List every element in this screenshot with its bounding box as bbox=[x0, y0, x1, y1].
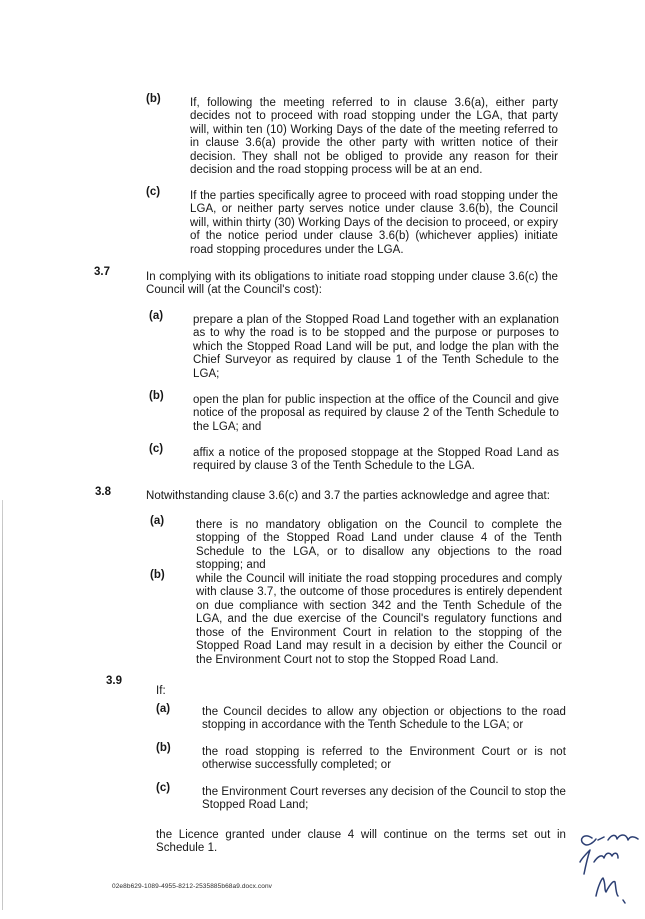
clause-3-9-intro: If: bbox=[156, 684, 166, 697]
clause-3-7-number: 3.7 bbox=[94, 266, 110, 278]
footer-document-id: 02e8b629-1089-4955-8212-2535885b68a9.docx.conv bbox=[112, 883, 273, 890]
clause-3-6-c-label: (c) bbox=[146, 186, 161, 198]
initials-stroke-1 bbox=[582, 835, 638, 845]
handwritten-initials bbox=[576, 818, 642, 908]
clause-3-9-number: 3.9 bbox=[106, 675, 122, 687]
clause-3-6-b-label: (b) bbox=[146, 93, 161, 105]
initials-stroke-3 bbox=[596, 878, 625, 903]
clause-3-9-c-label: (c) bbox=[156, 782, 171, 794]
clause-3-9-a-text: the Council decides to allow any objection or objections to the road stopping in accordance with the Tenth Schedule to the LGA; or bbox=[202, 705, 566, 732]
clause-3-6-c-text: If the parties specifically agree to proceed with road stopping under the LGA, or neither party serves notice under clause 3.6(b), the Council will, within thirty (30) Working Days of the decision to proceed, or expiry of the notice period under clause 3.6(b) (whichever applies) initiate road stopping procedures under the LGA. bbox=[190, 189, 558, 256]
clause-3-7-intro: In complying with its obligations to initiate road stopping under clause 3.6(c) the Council will (at the Council's cost): bbox=[146, 270, 558, 297]
clause-3-7-c-text: affix a notice of the proposed stoppage at the Stopped Road Land as required by clause 3 of the Tenth Schedule to the LGA. bbox=[193, 446, 559, 473]
clause-3-8-number: 3.8 bbox=[95, 486, 111, 498]
clause-3-9-closing: the Licence granted under clause 4 will continue on the terms set out in Schedule 1. bbox=[156, 828, 566, 855]
clause-3-9-b-text: the road stopping is referred to the Environment Court or is not otherwise successfully completed; or bbox=[202, 745, 566, 772]
clause-3-7-a-label: (a) bbox=[149, 310, 164, 322]
clause-3-7-c-label: (c) bbox=[149, 443, 164, 455]
clause-3-8-a-text: there is no mandatory obligation on the Council to complete the stopping of the Stopped Road Land under clause 4 of the Tenth Schedule to the LGA, or to disallow any objections to the road stopping; and bbox=[196, 518, 562, 572]
clause-3-8-b-text: while the Council will initiate the road stopping procedures and comply with clause 3.7, the outcome of those procedures is entirely dependent on due compliance with section 342 and the Tenth Schedule of the LGA, and the due exercise of the Council's regulatory functions and those of the Environment Court in relation to the stopping of the Stopped Road Land may result in a decision by either the Council or the Environment Court not to stop the Stopped Road Land. bbox=[196, 572, 562, 667]
clause-3-6-b-text: If, following the meeting referred to in clause 3.6(a), either party decides not to proceed with road stopping under the LGA, that party will, within ten (10) Working Days of the date of the meeting referred to in clause 3.6(a) provide the other party with written notice of their decision. They shall not be obliged to provide any reason for their decision and the road stopping process will be at an end. bbox=[190, 96, 558, 177]
clause-3-9-b-label: (b) bbox=[156, 742, 171, 754]
clause-3-8-b-label: (b) bbox=[150, 569, 165, 581]
clause-3-7-b-text: open the plan for public inspection at the office of the Council and give notice of the proposal as required by clause 2 of the Tenth Schedule to the LGA; and bbox=[193, 393, 559, 433]
clause-3-7-b-label: (b) bbox=[149, 390, 164, 402]
clause-3-8-intro: Notwithstanding clause 3.6(c) and 3.7 the parties acknowledge and agree that: bbox=[146, 489, 551, 502]
clause-3-9-c-text: the Environment Court reverses any decision of the Council to stop the Stopped Road Land; bbox=[202, 785, 566, 812]
clause-3-8-a-label: (a) bbox=[150, 515, 165, 527]
initials-stroke-2 bbox=[580, 850, 618, 874]
clause-3-7-a-text: prepare a plan of the Stopped Road Land together with an explanation as to why the road is to be stopped and the purpose or purposes to which the Stopped Road Land will be put, and lodge the plan with the Chief Surveyor as required by clause 1 of the Tenth Schedule to the LGA; bbox=[193, 313, 559, 380]
clause-3-9-a-label: (a) bbox=[156, 703, 171, 715]
scan-edge-shadow bbox=[2, 500, 3, 910]
